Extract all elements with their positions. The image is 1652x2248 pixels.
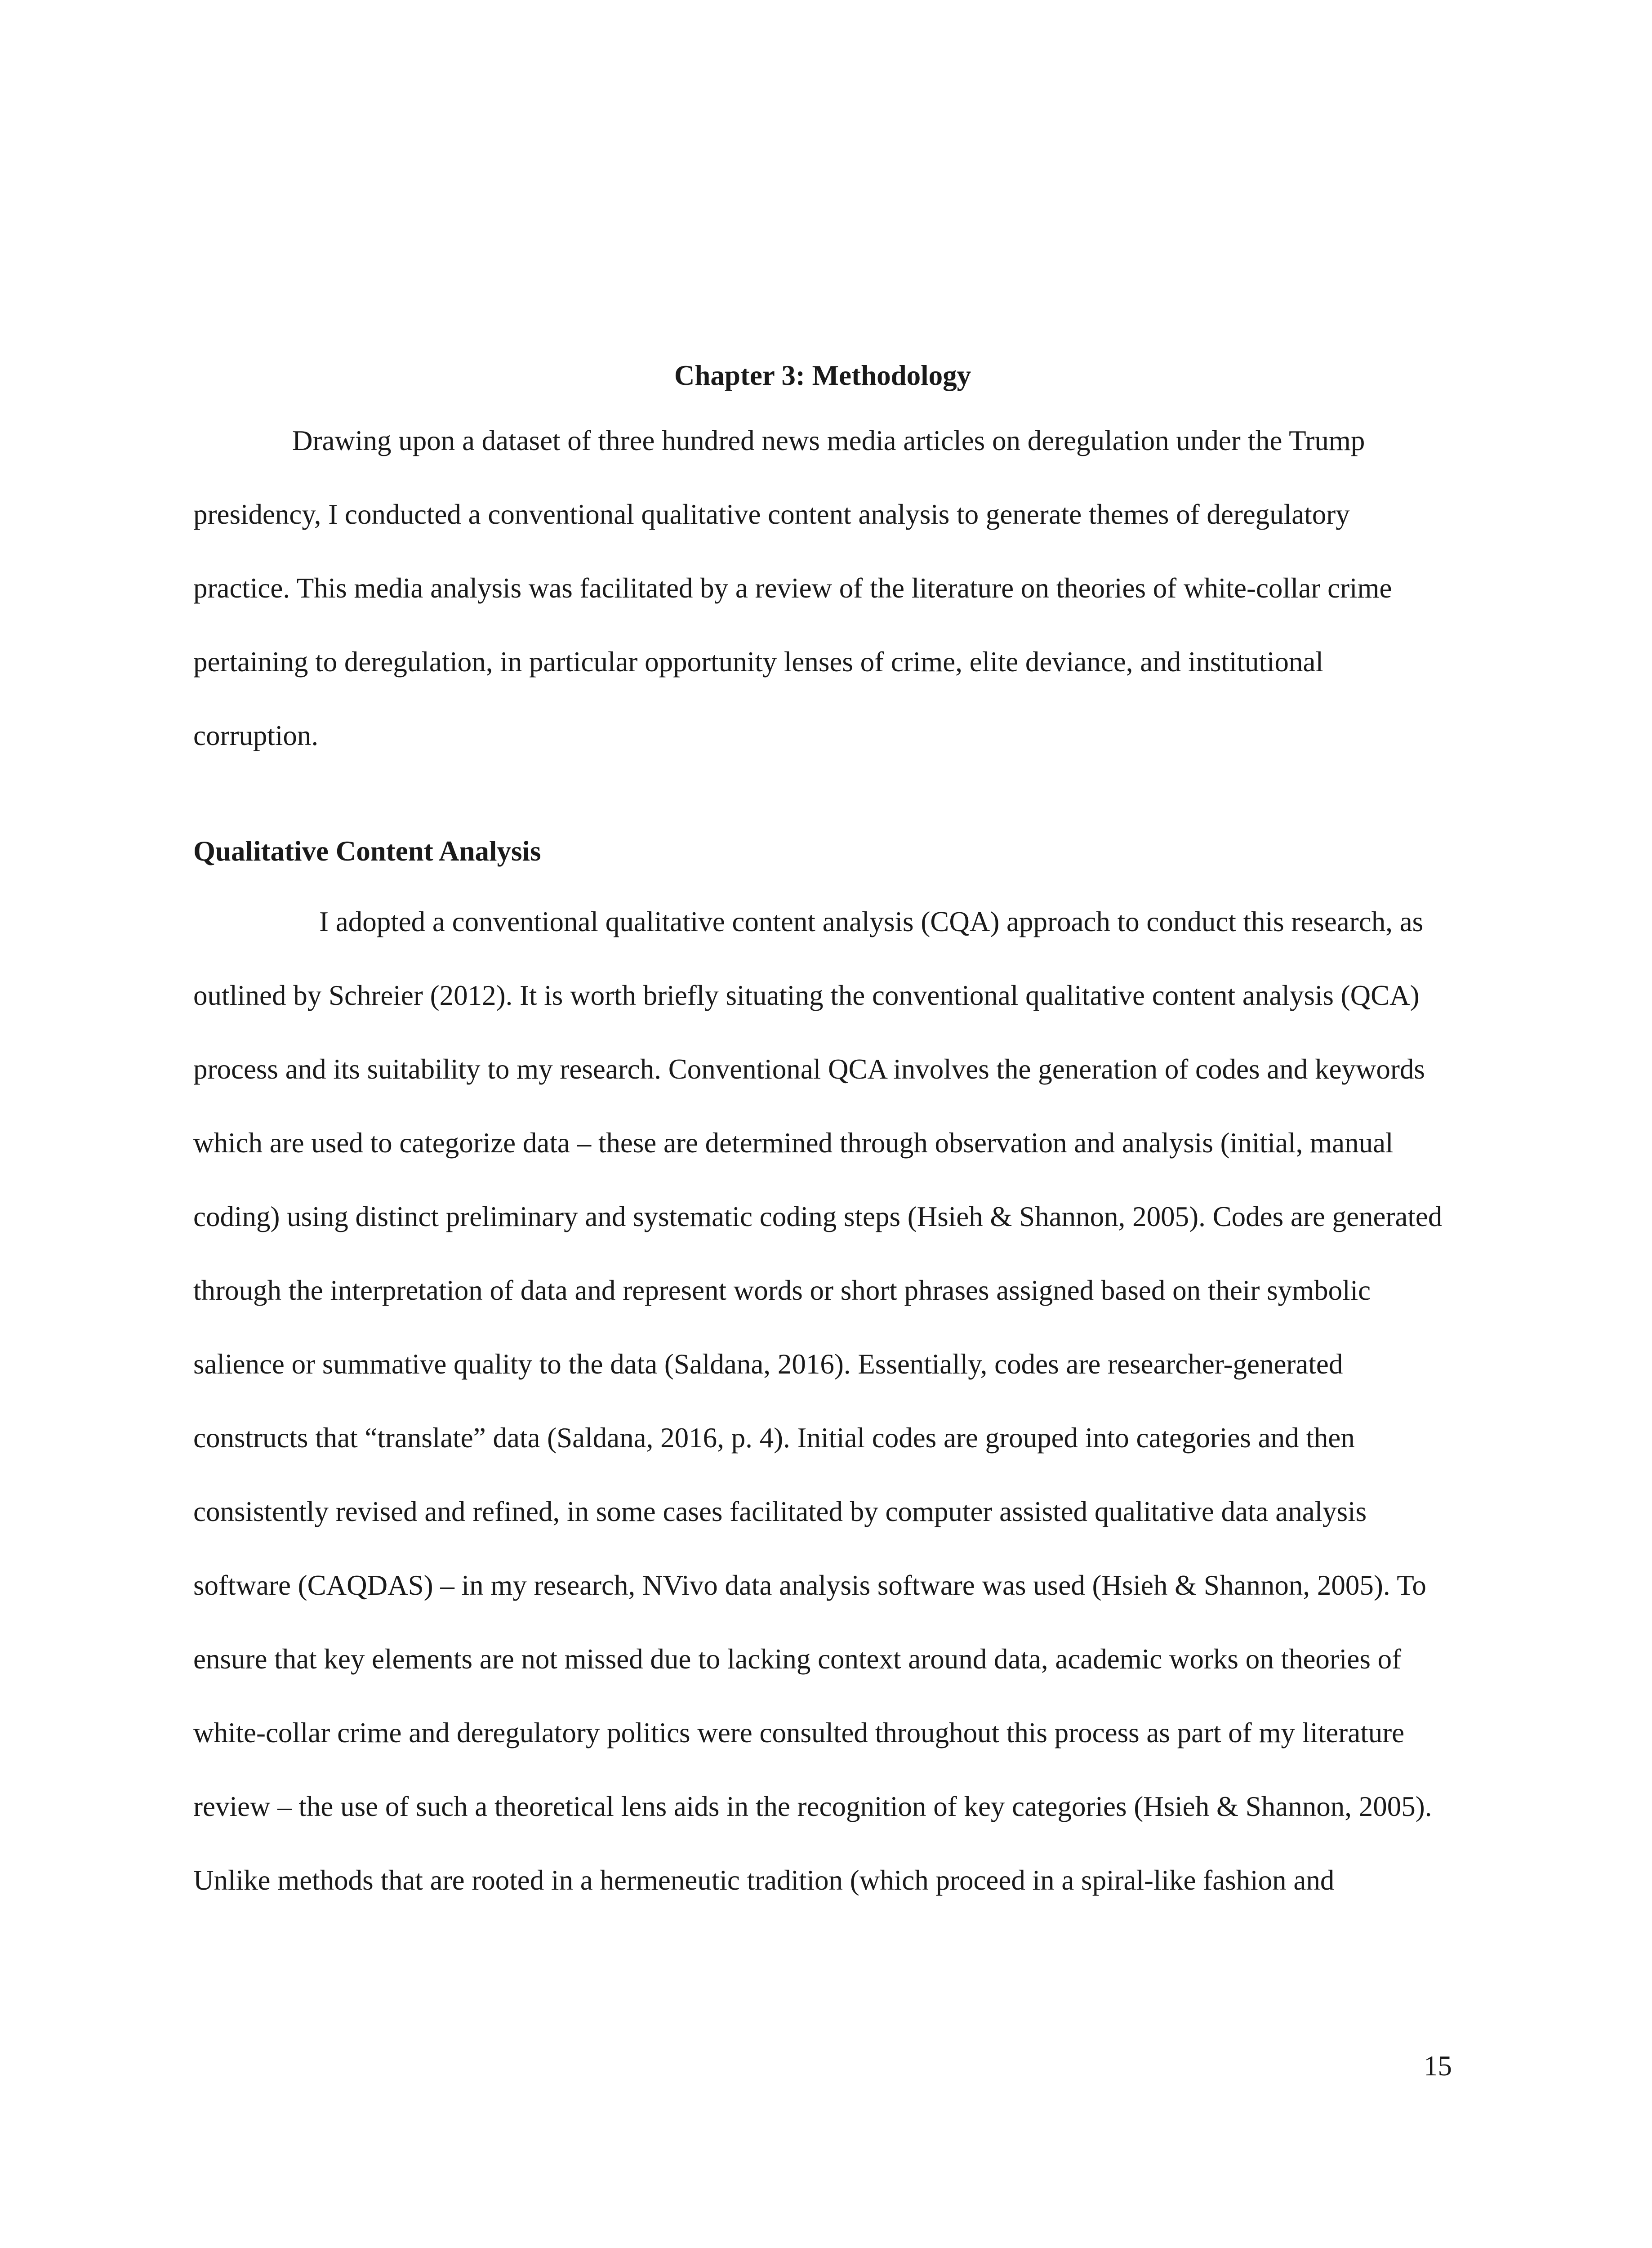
- page-content: [193, 360, 1452, 1917]
- intro-paragraph: Drawing upon a dataset of three hundred news media articles on deregulation under the Trump presidency, I conducted a conventional qualitative content analysis to generate themes of deregulatory practice. This media analysis was facilitated by a review of the literature on theories of white-collar crime pertaining to deregulation, in particular opportunity lenses of crime, elite deviance, and institutional corruption.: [193, 425, 1392, 751]
- section-paragraph: I adopted a conventional qualitative content analysis (CQA) approach to conduct this research, as outlined by Schreier (2012). It is worth briefly situating the conventional qualitative content analysis (QCA) process and its suitability to my research. Conventional QCA involves the generation of codes and keywords which are used to categorize data – these are determined through observation and analysis (initial, manual coding) using distinct preliminary and systematic coding steps (Hsieh & Shannon, 2005). Codes are generated through the interpretation of data and represent words or short phrases assigned based on their symbolic salience or summative quality to the data (Saldana, 2016). Essentially, codes are researcher-generated constructs that “translate” data (Saldana, 2016, p. 4). Initial codes are grouped into categories and then consistently revised and refined, in some cases facilitated by computer assisted qualitative data analysis software (CAQDAS) – in my research, NVivo data analysis software was used (Hsieh & Shannon, 2005). To ensure that key elements are not missed due to lacking context around data, academic works on theories of white-collar crime and deregulatory politics were consulted throughout this process as part of my literature review – the use of such a theoretical lens aids in the recognition of key categories (Hsieh & Shannon, 2005). Unlike methods that are rooted in a hermeneutic tradition (which proceed in a spiral-like fashion and: [193, 906, 1443, 1896]
- section-heading: Qualitative Content Analysis: [193, 835, 541, 867]
- chapter-title: Chapter 3: Methodology: [674, 360, 971, 391]
- page-number: 15: [1424, 2050, 1452, 2082]
